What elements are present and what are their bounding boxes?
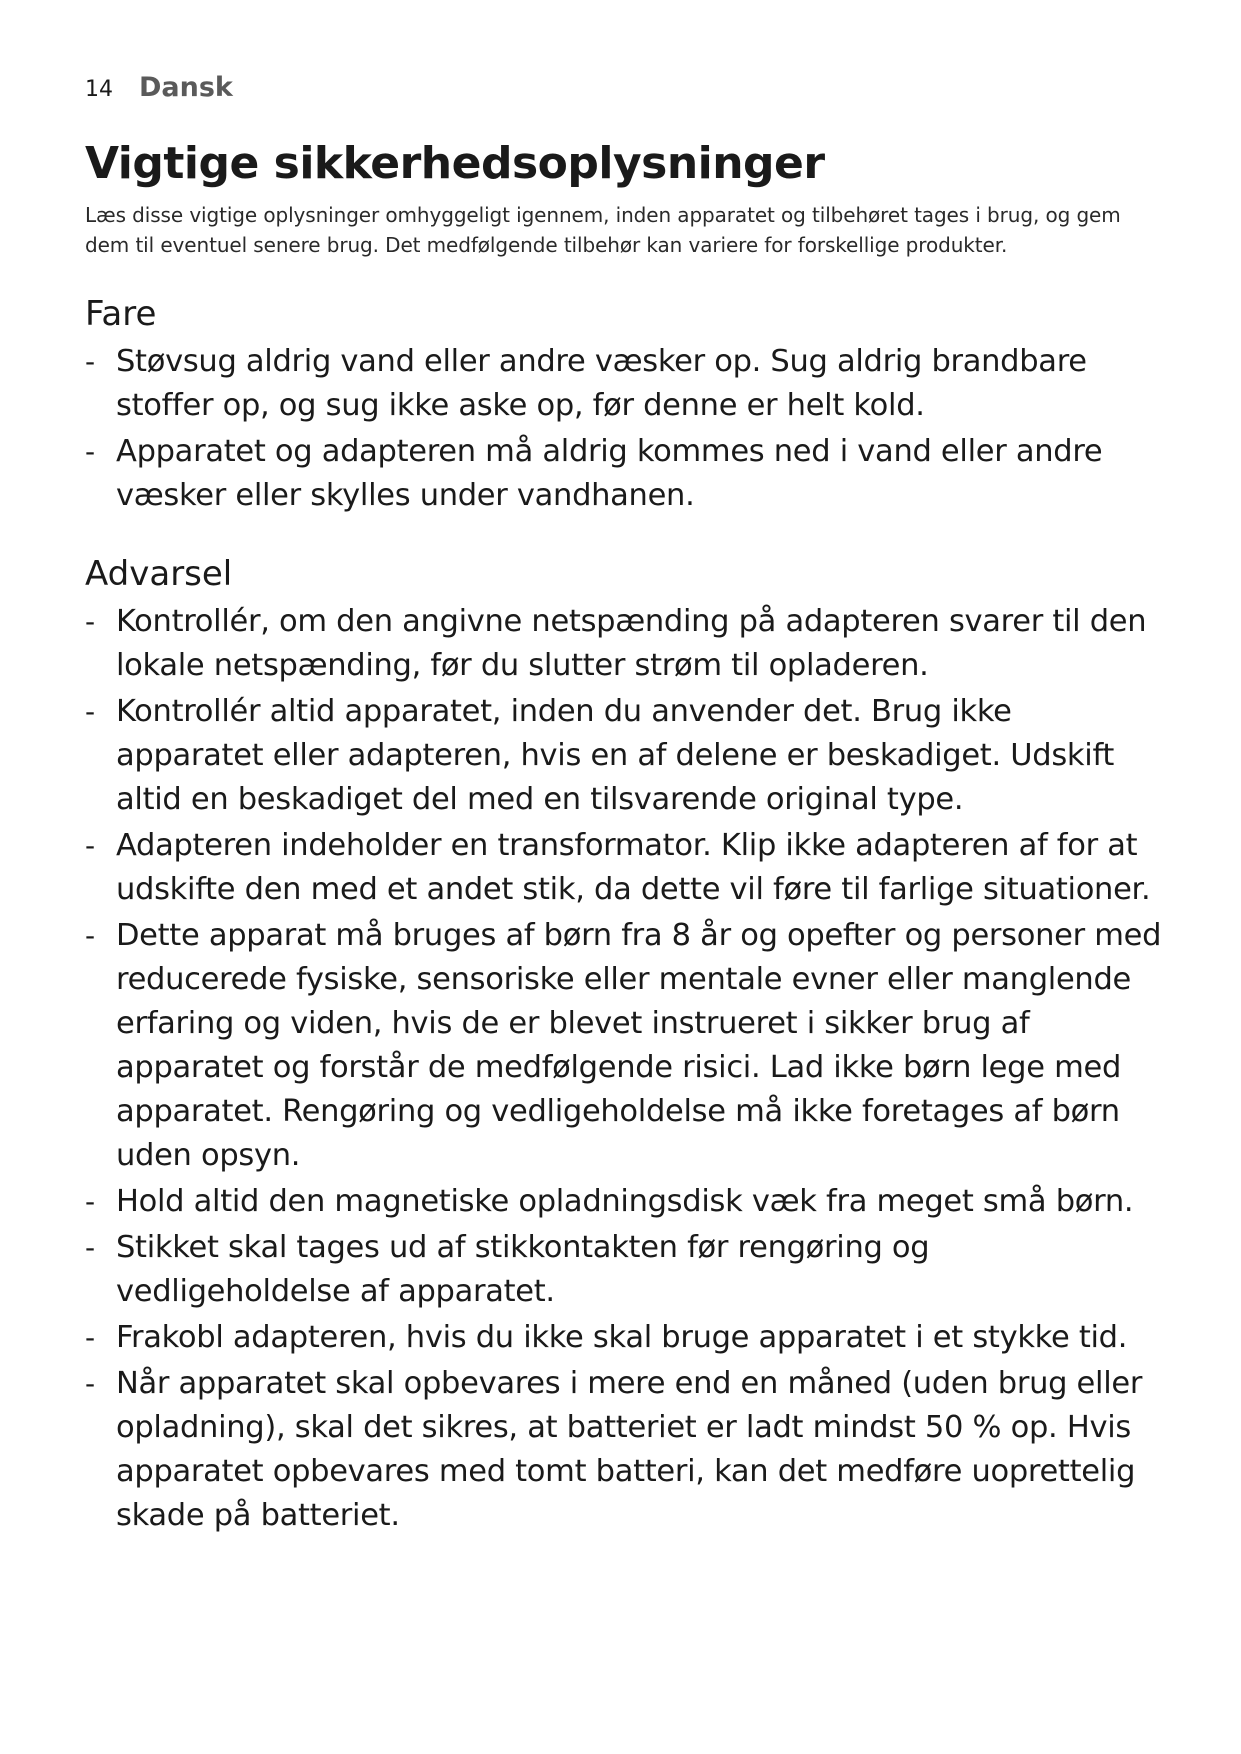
section-heading-danger: Fare — [85, 294, 157, 335]
list-item-text: Dette apparat må bruges af børn fra 8 år og opefter og personer med reducerede fysiske, sensoriske eller mentale evner eller manglende erfaring og viden, hvis de er blevet instrueret i sikker brug af apparatet og forstår de medfølgende risici. Lad ikke børn lege med apparatet. Rengøring og vedligeholdelse må ikke foretages af børn uden opsyn. — [116, 918, 1162, 1174]
intro-paragraph: Læs disse vigtige oplysninger omhyggeligt igennem, inden apparatet og tilbehøret tages i brug, og gem dem til eventuel senere brug. Det medfølgende tilbehør kan variere for forskellige produkter. — [85, 203, 1121, 258]
list-item-text: Kontrollér altid apparatet, inden du anvender det. Brug ikke apparatet eller adapteren, hvis en af delene er beskadiget. Udskift altid en beskadiget del med en tilsvarende original type. — [116, 694, 1115, 818]
list-item-text: Adapteren indeholder en transformator. Klip ikke adapteren af for at udskifte den med et andet stik, da dette vil føre til farlige situationer. — [116, 828, 1151, 908]
danger-list — [85, 340, 1165, 518]
list-item — [85, 340, 1165, 428]
dash-bullet-icon: - — [85, 435, 95, 469]
dash-bullet-icon: - — [85, 1231, 95, 1265]
warning-list — [85, 600, 1165, 1538]
section-heading-warning: Advarsel — [85, 554, 233, 595]
list-item — [85, 1226, 1165, 1314]
list-item-text: Frakobl adapteren, hvis du ikke skal bruge apparatet i et stykke tid. — [116, 1320, 1128, 1356]
list-item — [85, 1316, 1165, 1360]
dash-bullet-icon: - — [85, 1185, 95, 1219]
list-item — [85, 690, 1165, 822]
list-item — [85, 914, 1165, 1178]
list-item — [85, 1180, 1165, 1224]
list-item-text: Støvsug aldrig vand eller andre væsker op. Sug aldrig brandbare stoffer op, og sug ikke aske op, før denne er helt kold. — [116, 344, 1087, 424]
list-item — [85, 1362, 1165, 1538]
dash-bullet-icon: - — [85, 1367, 95, 1401]
list-item-text: Stikket skal tages ud af stikkontakten før rengøring og vedligeholdelse af apparatet. — [116, 1230, 930, 1310]
list-item — [85, 824, 1165, 912]
dash-bullet-icon: - — [85, 695, 95, 729]
list-item-text: Når apparatet skal opbevares i mere end en måned (uden brug eller opladning), skal det sikres, at batteriet er ladt mindst 50 % op. Hvis apparatet opbevares med tomt batteri, kan det medføre uoprettelig skade på batteriet. — [116, 1366, 1143, 1534]
dash-bullet-icon: - — [85, 1321, 95, 1355]
dash-bullet-icon: - — [85, 605, 95, 639]
page-language: Dansk — [139, 72, 233, 103]
document-page — [85, 72, 1165, 1540]
list-item-text: Kontrollér, om den angivne netspænding på adapteren svarer til den lokale netspænding, før du slutter strøm til opladeren. — [116, 604, 1147, 684]
dash-bullet-icon: - — [85, 919, 95, 953]
list-item — [85, 430, 1165, 518]
page-header — [85, 72, 1165, 112]
page-title: Vigtige sikkerhedsoplysninger — [85, 138, 825, 189]
list-item — [85, 600, 1165, 688]
page-number: 14 — [85, 77, 113, 102]
list-item-text: Hold altid den magnetiske opladningsdisk væk fra meget små børn. — [116, 1184, 1134, 1220]
dash-bullet-icon: - — [85, 345, 95, 379]
dash-bullet-icon: - — [85, 829, 95, 863]
list-item-text: Apparatet og adapteren må aldrig kommes ned i vand eller andre væsker eller skylles under vandhanen. — [116, 434, 1103, 514]
